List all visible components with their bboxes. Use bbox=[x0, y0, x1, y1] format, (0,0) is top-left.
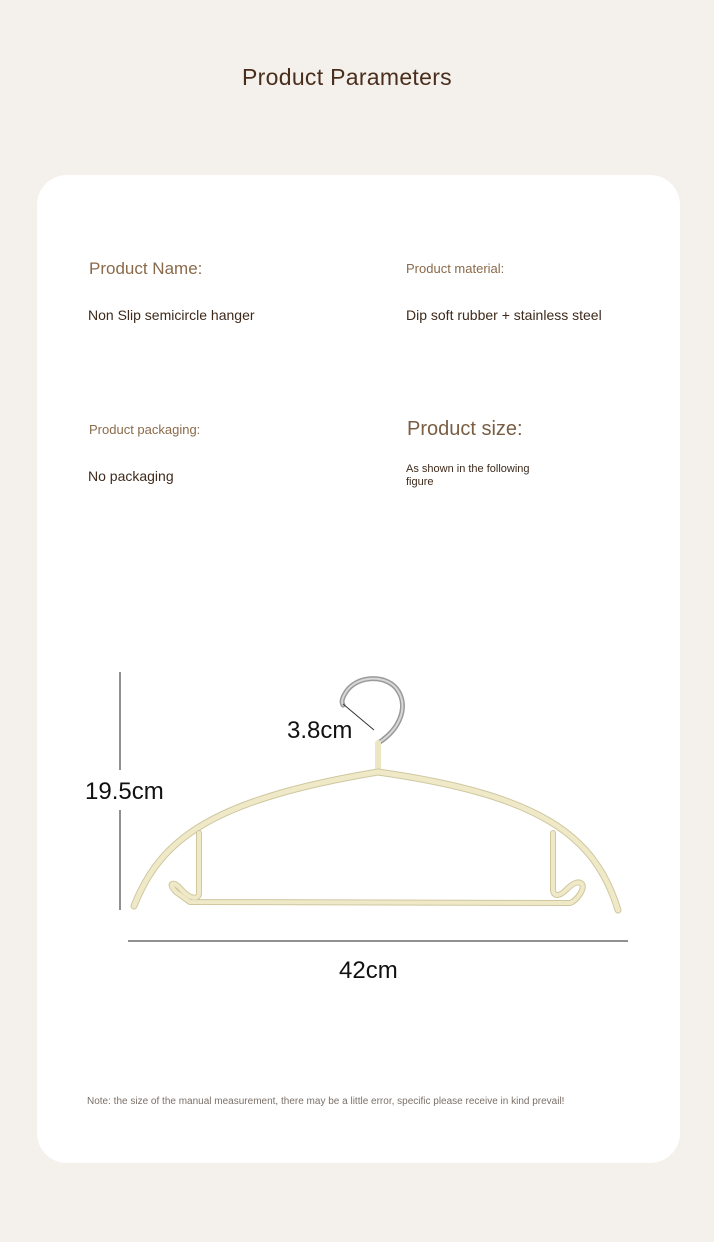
product-name-label: Product Name: bbox=[89, 259, 203, 278]
height-dimension-label: 19.5cm bbox=[85, 778, 164, 805]
product-packaging-value: No packaging bbox=[88, 468, 174, 484]
product-size-value: As shown in the following figure bbox=[406, 463, 530, 488]
hanger-body bbox=[134, 772, 618, 910]
measurement-note: Note: the size of the manual measurement, there may be a little error, specific please receive in kind prevail! bbox=[87, 1096, 565, 1107]
product-material-value: Dip soft rubber + stainless steel bbox=[406, 307, 602, 323]
hook-dimension-label: 3.8cm bbox=[287, 717, 353, 744]
product-material-label: Product material: bbox=[406, 261, 505, 276]
width-dimension-label: 42cm bbox=[339, 957, 398, 984]
product-name-value: Non Slip semicircle hanger bbox=[88, 307, 255, 323]
product-size-label: Product size: bbox=[407, 418, 523, 440]
product-packaging-label: Product packaging: bbox=[89, 422, 201, 437]
page-title: Product Parameters bbox=[242, 64, 452, 90]
